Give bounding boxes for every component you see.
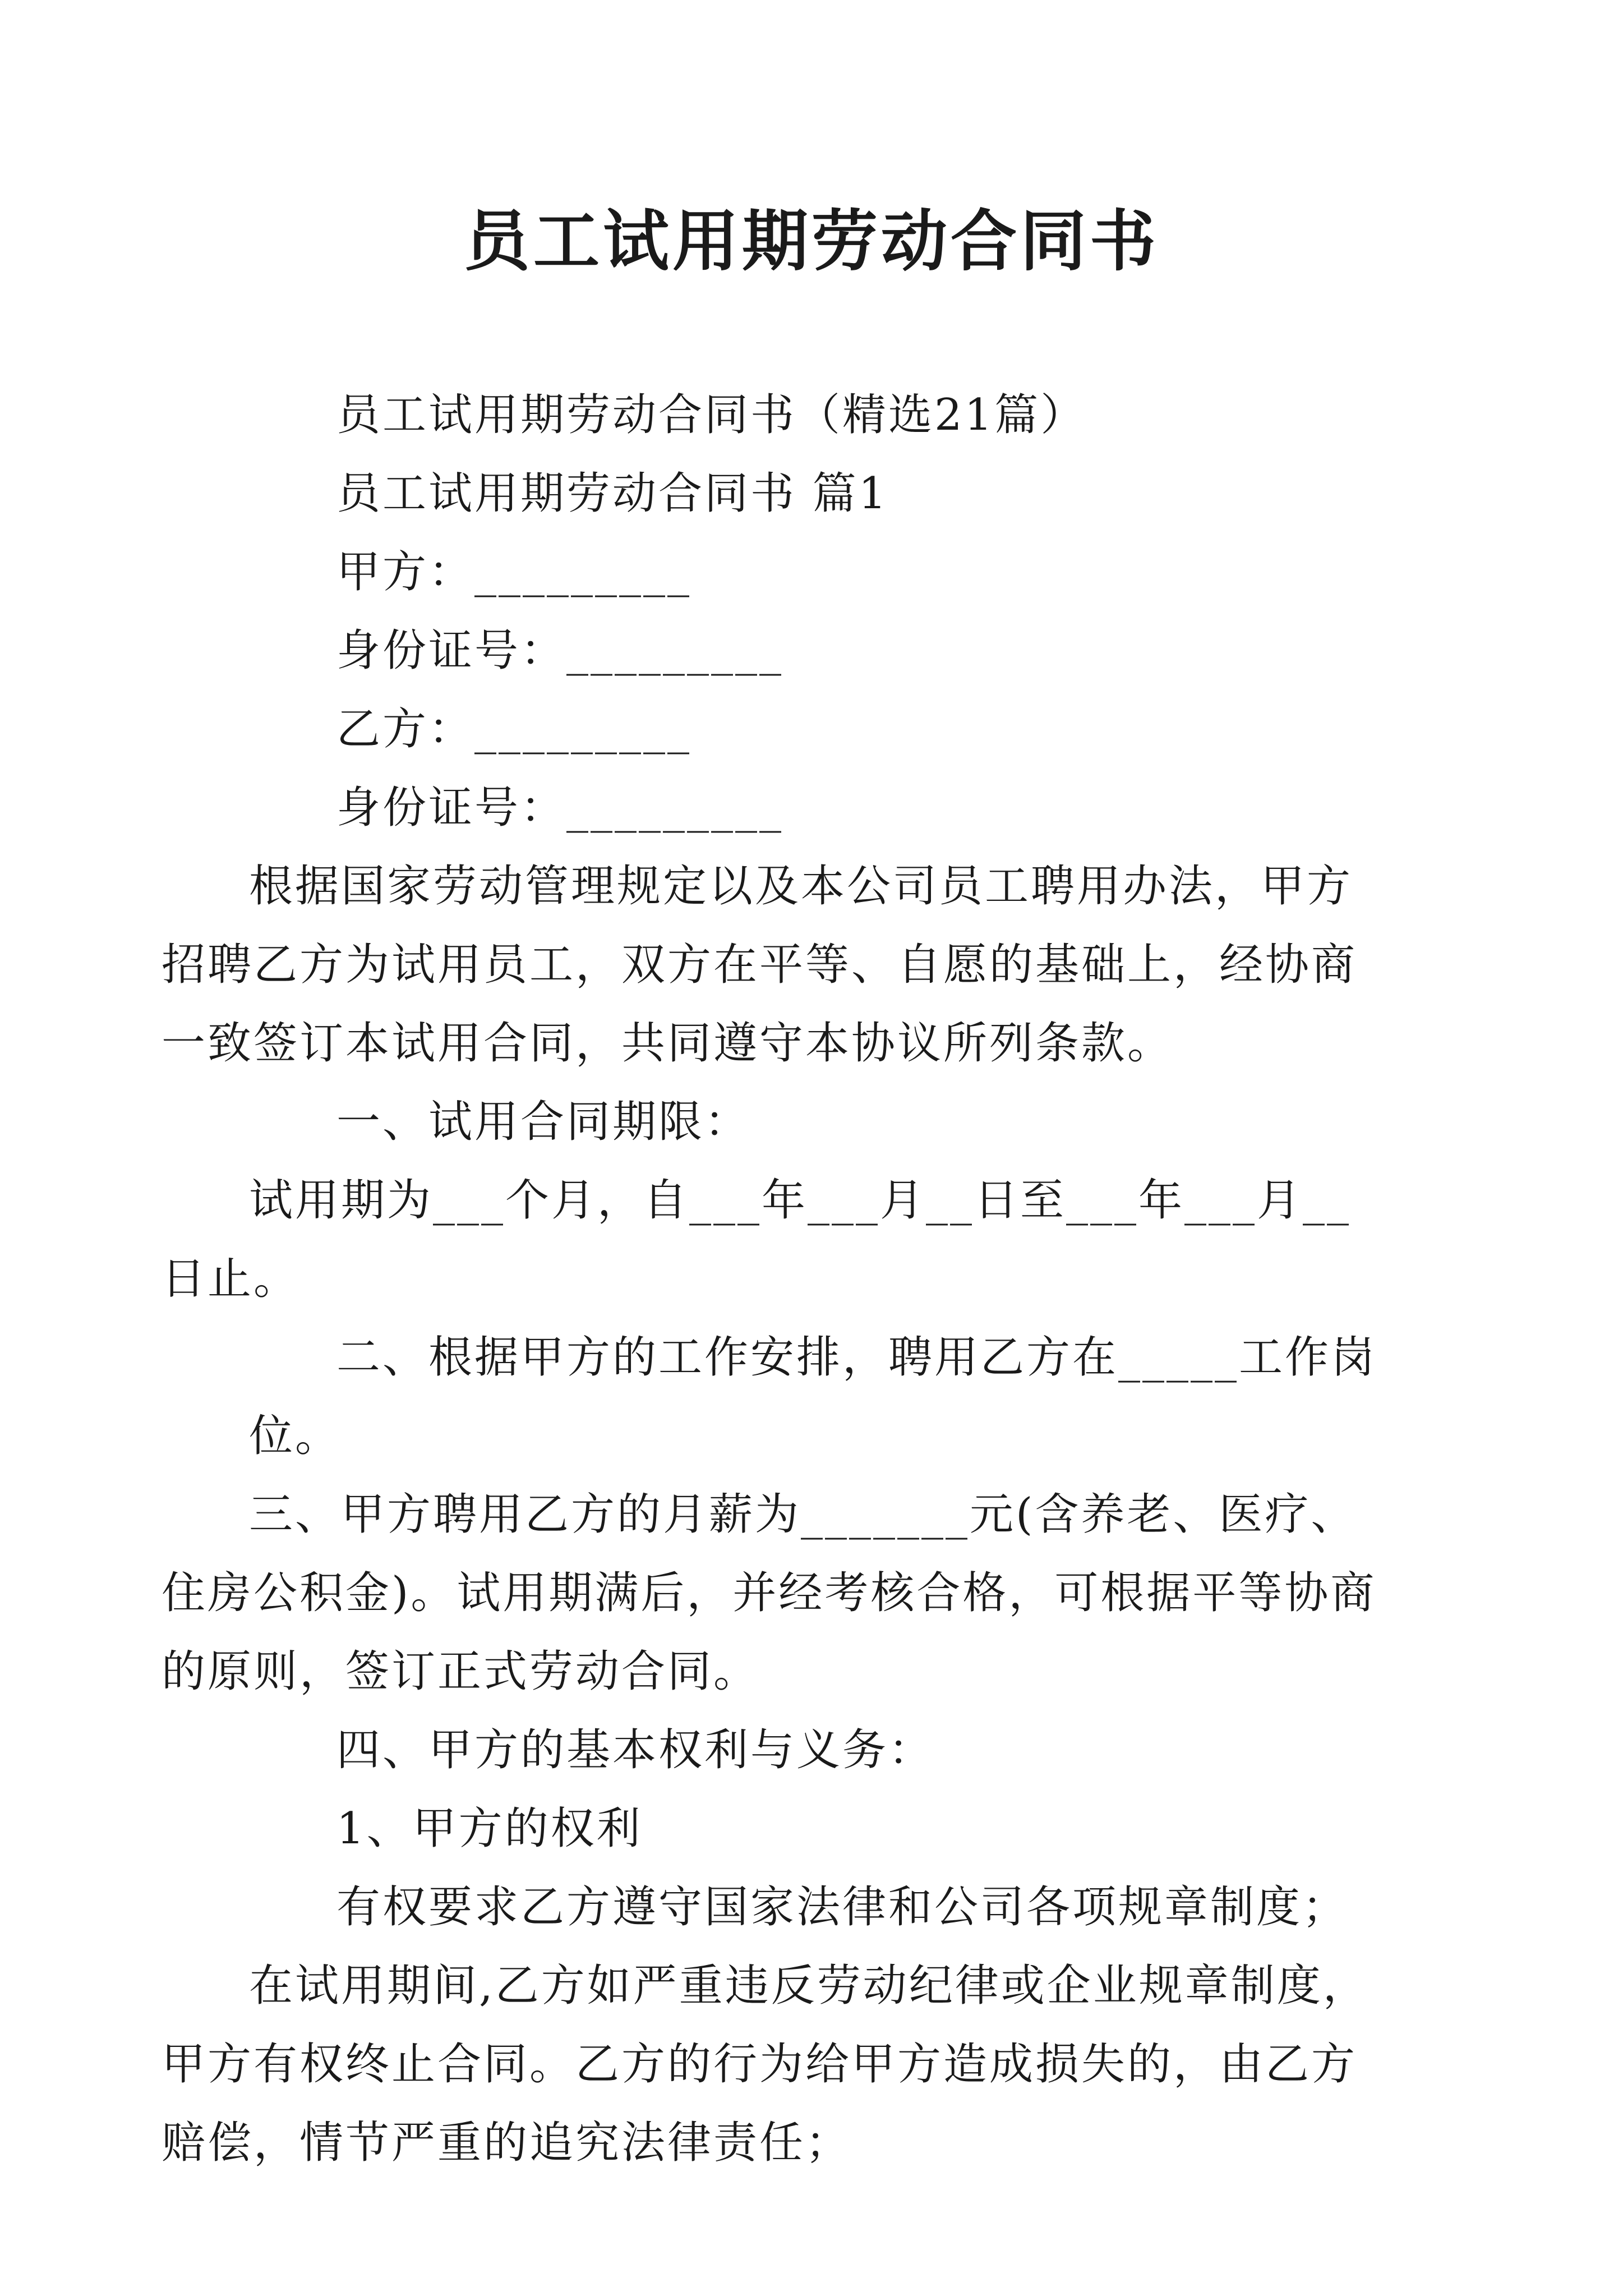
party-a-field: 甲方：_________	[336, 547, 692, 597]
clause-4-1-item-1: 有权要求乙方遵守国家法律和公司各项规章制度；	[336, 1882, 1349, 1932]
document-body	[162, 376, 1393, 2182]
clause-4-1-item-2: 在试用期间,乙方如严重违反劳动纪律或企业规章制度，甲方有权终止合同。乙方的行为给甲方造成损失的，由乙方赔偿，情节严重的追究法律责任；	[162, 1961, 1369, 2168]
clause-4-heading: 四、甲方的基本权利与义务：	[336, 1725, 935, 1775]
section-heading: 员工试用期劳动合同书 篇1	[336, 468, 889, 519]
intro-paragraph: 根据国家劳动管理规定以及本公司员工聘用办法，甲方招聘乙方为试用员工，双方在平等、自愿的基础上，经协商一致签订本试用合同，共同遵守本协议所列条款。	[162, 861, 1358, 1069]
party-b-field: 乙方：_________	[336, 704, 692, 754]
clause-2-text: 二、根据甲方的工作安排，聘用乙方在_____工作岗位。	[249, 1332, 1377, 1461]
clause-4-1-heading: 1、甲方的权利	[336, 1803, 643, 1854]
clause-1-heading: 一、试用合同期限：	[336, 1097, 751, 1147]
clause-1-text: 试用期为___个月，自___年___月__日至___年___月__日止。	[162, 1175, 1352, 1304]
party-b-id-field: 身份证号：_________	[336, 783, 784, 833]
document-title: 员工试用期劳动合同书	[463, 202, 1159, 280]
subtitle: 员工试用期劳动合同书（精选21篇）	[336, 390, 1087, 440]
clause-3-text: 三、甲方聘用乙方的月薪为_______元(含养老、医疗、住房公积金)。试用期满后，并经考核合格，可根据平等协商的原则，签订正式劳动合同。	[162, 1489, 1377, 1697]
party-a-id-field: 身份证号：_________	[336, 625, 784, 676]
